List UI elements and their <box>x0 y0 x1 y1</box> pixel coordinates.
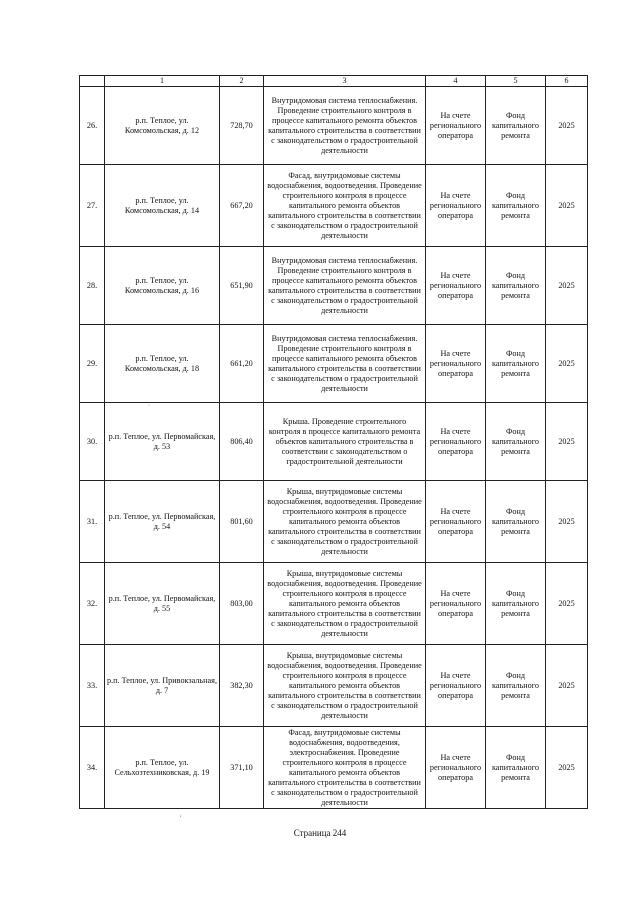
address-cell: р.п. Теплое, ул. Сельхозтехниковская, д. 19 <box>105 727 220 809</box>
area-cell: 661,20 <box>220 325 264 403</box>
table-row <box>80 645 588 727</box>
row-number-cell: 30. <box>80 403 105 481</box>
account-type-cell: На счете регионального оператора <box>426 481 486 563</box>
year-cell: 2025 <box>546 563 588 645</box>
address-cell: р.п. Теплое, ул. Комсомольская, д. 14 <box>105 165 220 247</box>
funding-source-cell: Фонд капитального ремонта <box>486 165 546 247</box>
table-row <box>80 403 588 481</box>
account-type-cell: На счете регионального оператора <box>426 727 486 809</box>
year-cell: 2025 <box>546 325 588 403</box>
area-cell: 382,30 <box>220 645 264 727</box>
header-col-6: 6 <box>546 76 588 87</box>
header-col-3: 3 <box>264 76 426 87</box>
year-cell: 2025 <box>546 87 588 165</box>
page-number: Страница 244 <box>293 828 347 838</box>
account-type-cell: На счете регионального оператора <box>426 645 486 727</box>
works-description-cell: Внутридомовая система теплоснабжения. Проведение строительного контроля в процессе капитального ремонта объектов капитального строительства в соответствии с законодательством о градостроительной деятельности <box>264 325 426 403</box>
repair-program-table <box>79 75 588 809</box>
scan-speck: , <box>180 812 182 818</box>
address-cell: р.п. Теплое, ул. Первомайская, д. 53 <box>105 403 220 481</box>
funding-source-cell: Фонд капитального ремонта <box>486 563 546 645</box>
row-number-cell: 32. <box>80 563 105 645</box>
works-description-cell: Крыша, внутридомовые системы водоснабжения, водоотведения. Проведение строительного контроля в процессе капитального ремонта объектов капитального строительства в соответствии с законодательством о градостроительной деятельности <box>264 481 426 563</box>
year-cell: 2025 <box>546 727 588 809</box>
works-description-cell: Крыша, внутридомовые системы водоснабжения, водоотведения. Проведение строительного контроля в процессе капитального ремонта объектов капитального строительства в соответствии с законодательством о градостроительной деятельности <box>264 563 426 645</box>
year-cell: 2025 <box>546 481 588 563</box>
table-row <box>80 165 588 247</box>
header-col-5: 5 <box>486 76 546 87</box>
address-cell: р.п. Теплое, ул. Первомайская, д. 55 <box>105 563 220 645</box>
table-row <box>80 325 588 403</box>
row-number-cell: 28. <box>80 247 105 325</box>
row-number-cell: 27. <box>80 165 105 247</box>
area-cell: 371,10 <box>220 727 264 809</box>
table-row <box>80 247 588 325</box>
table-row <box>80 481 588 563</box>
address-cell: р.п. Теплое, ул. Первомайская, д. 54 <box>105 481 220 563</box>
account-type-cell: На счете регионального оператора <box>426 87 486 165</box>
row-number-cell: 31. <box>80 481 105 563</box>
header-col-2: 2 <box>220 76 264 87</box>
address-cell: р.п. Теплое, ул. Комсомольская, д. 12 <box>105 87 220 165</box>
account-type-cell: На счете регионального оператора <box>426 247 486 325</box>
account-type-cell: На счете регионального оператора <box>426 165 486 247</box>
works-description-cell: Внутридомовая система теплоснабжения. Проведение строительного контроля в процессе капитального ремонта объектов капитального строительства в соответствии с законодательством о градостроительной деятельности <box>264 247 426 325</box>
works-description-cell: Крыша, внутридомовые системы водоснабжения, водоотведения. Проведение строительного контроля в процессе капитального ремонта объектов капитального строительства в соответствии с законодательством о градостроительной деятельности <box>264 645 426 727</box>
account-type-cell: На счете регионального оператора <box>426 403 486 481</box>
account-type-cell: На счете регионального оператора <box>426 325 486 403</box>
funding-source-cell: Фонд капитального ремонта <box>486 645 546 727</box>
area-cell: 801,60 <box>220 481 264 563</box>
area-cell: 803,00 <box>220 563 264 645</box>
header-blank-cell <box>80 76 105 87</box>
area-cell: 651,90 <box>220 247 264 325</box>
header-col-1: 1 <box>105 76 220 87</box>
table-row <box>80 727 588 809</box>
year-cell: 2025 <box>546 645 588 727</box>
works-description-cell: Фасад, внутридомовые системы водоснабжения, водоотведения, электроснабжения. Проведение строительного контроля в процессе капитального ремонта объектов капитального строительства в соответствии с законодательством о градостроительной деятельности <box>264 727 426 809</box>
area-cell: 667,20 <box>220 165 264 247</box>
year-cell: 2025 <box>546 247 588 325</box>
scan-speck: · <box>148 403 150 409</box>
table-body <box>80 87 588 809</box>
column-number-row <box>80 76 588 87</box>
funding-source-cell: Фонд капитального ремонта <box>486 247 546 325</box>
year-cell: 2025 <box>546 165 588 247</box>
funding-source-cell: Фонд капитального ремонта <box>486 325 546 403</box>
row-number-cell: 26. <box>80 87 105 165</box>
header-col-4: 4 <box>426 76 486 87</box>
works-description-cell: Крыша. Проведение строительного контроля в процессе капитального ремонта объектов капитального строительства в соответствии с законодательством о градостроительной деятельности <box>264 403 426 481</box>
area-cell: 806,40 <box>220 403 264 481</box>
works-description-cell: Фасад, внутридомовые системы водоснабжения, водоотведения. Проведение строительного контроля в процессе капитального ремонта объектов капитального строительства в соответствии с законодательством о градостроительной деятельности <box>264 165 426 247</box>
row-number-cell: 34. <box>80 727 105 809</box>
account-type-cell: На счете регионального оператора <box>426 563 486 645</box>
table-row <box>80 87 588 165</box>
address-cell: р.п. Теплое, ул. Комсомольская, д. 16 <box>105 247 220 325</box>
funding-source-cell: Фонд капитального ремонта <box>486 403 546 481</box>
funding-source-cell: Фонд капитального ремонта <box>486 481 546 563</box>
funding-source-cell: Фонд капитального ремонта <box>486 727 546 809</box>
row-number-cell: 29. <box>80 325 105 403</box>
funding-source-cell: Фонд капитального ремонта <box>486 87 546 165</box>
area-cell: 728,70 <box>220 87 264 165</box>
table-row <box>80 563 588 645</box>
year-cell: 2025 <box>546 403 588 481</box>
address-cell: р.п. Теплое, ул. Комсомольская, д. 18 <box>105 325 220 403</box>
address-cell: р.п. Теплое, ул. Привокзальная, д. 7 <box>105 645 220 727</box>
row-number-cell: 33. <box>80 645 105 727</box>
works-description-cell: Внутридомовая система теплоснабжения. Проведение строительного контроля в процессе капитального ремонта объектов капитального строительства в соответствии с законодательством о градостроительной деятельности <box>264 87 426 165</box>
